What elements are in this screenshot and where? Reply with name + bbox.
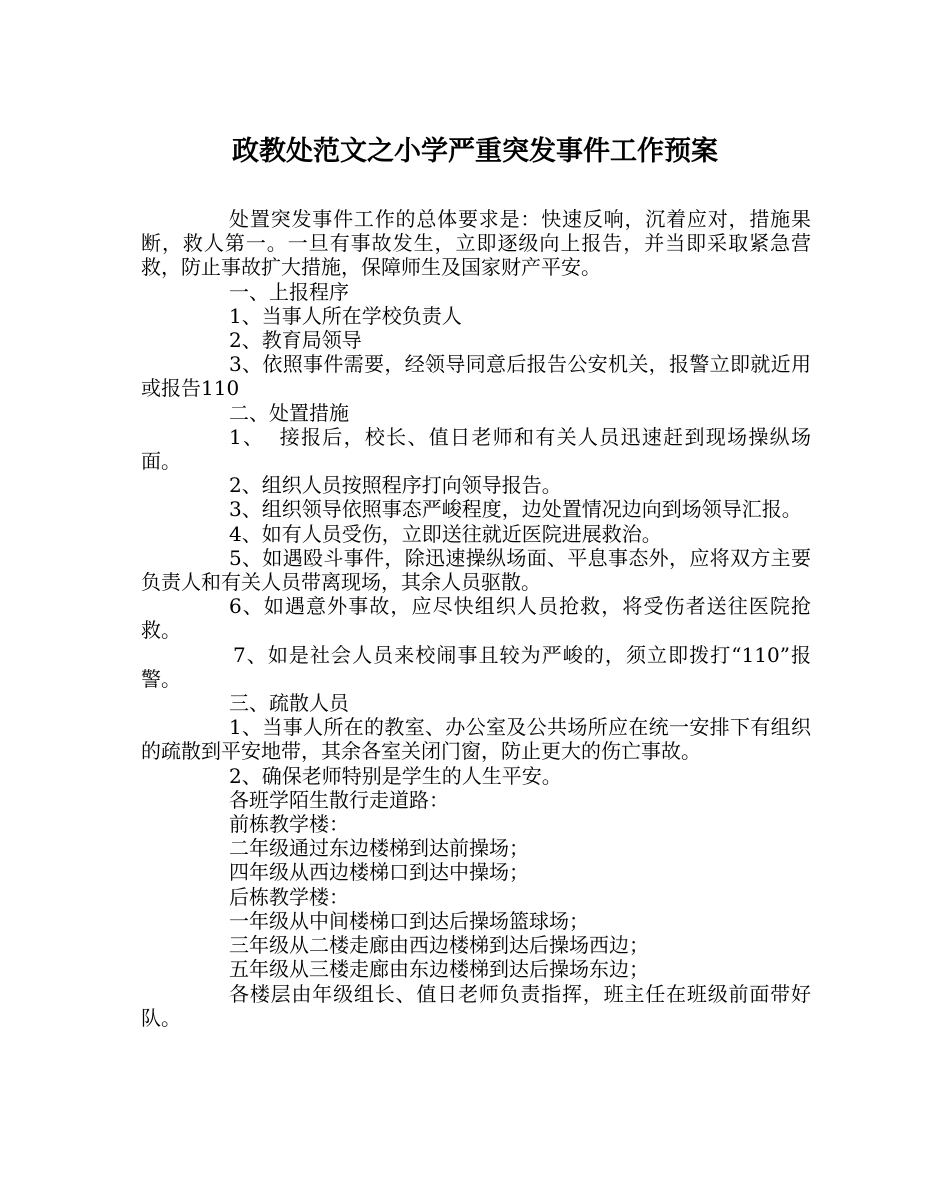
- section-heading-reporting: 一、上报程序: [229, 279, 349, 304]
- document-title: 政教处范文之小学严重突发事件工作预案: [232, 136, 718, 167]
- list-item: 3、依照事件需要，经领导同意后报告公安机关，报警立即就近用或报告110: [141, 352, 811, 401]
- document-body: [141, 207, 811, 1030]
- building-heading-back: 后栋教学楼：: [229, 884, 349, 909]
- list-item: 4、如有人员受伤，立即送往就近医院进展救治。: [229, 521, 662, 546]
- paragraph-evacuation-routes: 各班学陌生散行走道路：: [229, 787, 449, 812]
- list-item: 2、教育局领导: [229, 328, 362, 353]
- list-item: 6、如遇意外事故，应尽快组织人员抢救，将受伤者送往医院抢救。: [141, 594, 811, 643]
- paragraph-general-requirements: 处置突发事件工作的总体要求是：快速反响，沉着应对，措施果断，救人第一。一旦有事故发生，立即逐级向上报告，并当即采取紧急营救，防止事故扩大措施，保障师生及国家财产平安。: [141, 207, 811, 280]
- list-item: 3、组织领导依照事态严峻程度，边处置情况边向到场领导汇报。: [229, 497, 802, 522]
- list-item: 1、当事人所在的教室、办公室及公共场所应在统一安排下有组织的疏散到平安地带，其余各室关闭门窗，防止更大的伤亡事故。: [141, 715, 811, 764]
- route-item: 二年级通过东边楼梯到达前操场；: [229, 836, 529, 861]
- section-heading-measures: 二、处置措施: [229, 400, 349, 425]
- list-item: 5、如遇殴斗事件，除迅速操纵场面、平息事态外，应将双方主要负责人和有关人员带离现场，其余人员驱散。: [141, 545, 811, 595]
- route-item: 三年级从二楼走廊由西边楼梯到达后操场西边；: [229, 933, 649, 958]
- paragraph-command: 各楼层由年级组长、值日老师负责指挥，班主任在班级前面带好队。: [141, 981, 811, 1030]
- route-item: 五年级从三楼走廊由东边楼梯到达后操场东边；: [229, 957, 649, 982]
- building-heading-front: 前栋教学楼：: [229, 812, 349, 837]
- list-item: 2、确保老师特别是学生的人生平安。: [229, 763, 562, 788]
- list-item: 1、 接报后，校长、值日老师和有关人员迅速赶到现场操纵场面。: [141, 424, 811, 474]
- section-heading-evacuation: 三、疏散人员: [229, 691, 349, 716]
- list-item: 1、当事人所在学校负责人: [229, 303, 462, 328]
- route-item: 一年级从中间楼梯口到达后操场篮球场；: [229, 908, 589, 933]
- route-item: 四年级从西边楼梯口到达中操场；: [229, 860, 529, 885]
- list-item: 7、如是社会人员来校闹事且较为严峻的，须立即拨打“110”报警。: [141, 642, 811, 691]
- list-item: 2、组织人员按照程序打向领导报告。: [229, 473, 562, 498]
